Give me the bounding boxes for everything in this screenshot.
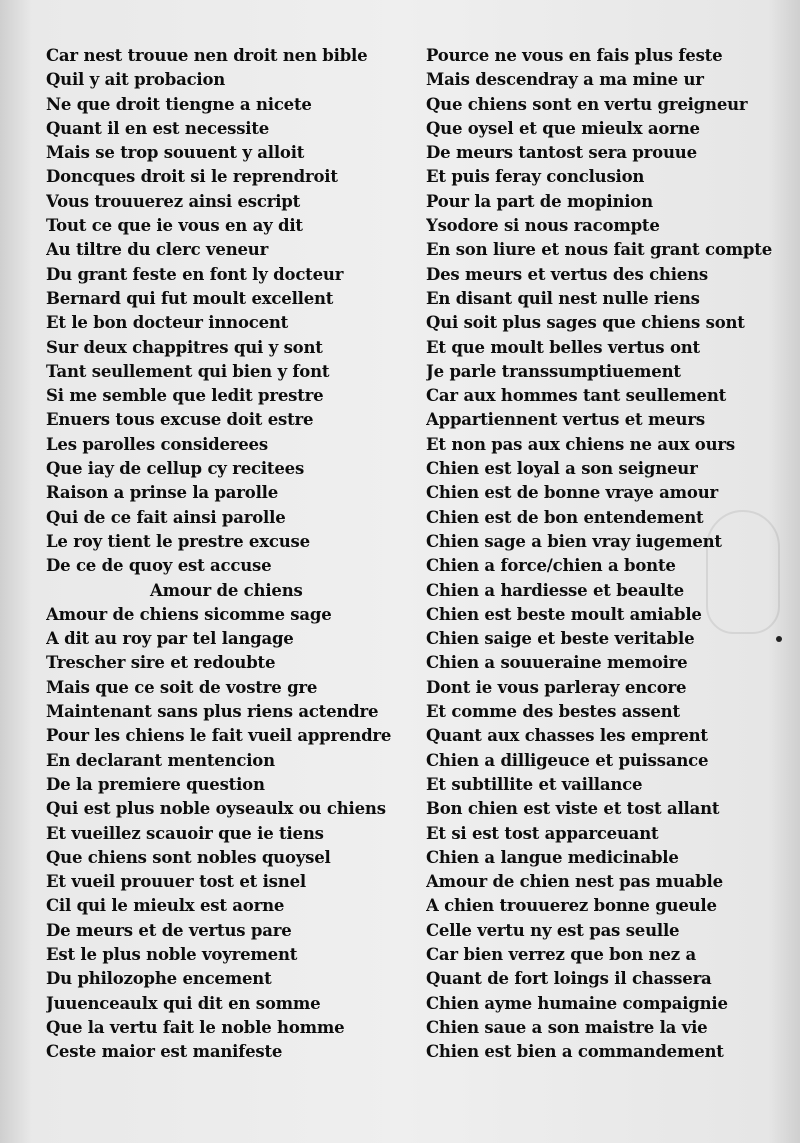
section-verse-line: Cil qui le mieulx est aorne xyxy=(46,896,285,916)
left-verse-line: Au tiltre du clerc veneur xyxy=(46,240,269,260)
section-verse-line: Maintenant sans plus riens actendre xyxy=(46,702,379,722)
right-verse-line: Chien a force/chien a bonte xyxy=(426,556,676,576)
left-verse-line: Raison a prinse la parolle xyxy=(46,483,279,503)
right-verse-line: Qui soit plus sages que chiens sont xyxy=(426,313,745,333)
right-verse-line: Chien est loyal a son seigneur xyxy=(426,459,698,479)
section-verse-line: Juuenceaulx qui dit en somme xyxy=(46,993,321,1013)
right-verse-line: Pour la part de mopinion xyxy=(426,191,653,211)
left-verse-line: De ce de quoy est accuse xyxy=(46,556,272,576)
section-verse-line: Qui est plus noble oyseaulx ou chiens xyxy=(46,799,386,819)
left-verse-line: Doncques droit si le reprendroit xyxy=(46,167,338,187)
right-verse-line: Que oysel et que mieulx aorne xyxy=(426,118,700,138)
right-verse-line: En son liure et nous fait grant compte xyxy=(426,240,772,260)
section-verse-line: Et vueillez scauoir que ie tiens xyxy=(46,823,324,843)
right-verse-line: Chien a langue medicinable xyxy=(426,847,679,867)
right-verse-line: Chien sage a bien vray iugement xyxy=(426,531,722,551)
right-verse-line: Celle vertu ny est pas seulle xyxy=(426,920,680,940)
right-verse-line: A chien trouuerez bonne gueule xyxy=(426,896,717,916)
left-verse-line: Si me semble que ledit prestre xyxy=(46,386,324,406)
section-verse-line: A dit au roy par tel langage xyxy=(46,629,294,649)
left-verse-line: Que iay de cellup cy recitees xyxy=(46,459,305,479)
right-verse-line: Quant de fort loings il chassera xyxy=(426,969,712,989)
section-verse-line: Du philozophe encement xyxy=(46,969,272,989)
left-verse-line: Tant seullement qui bien y font xyxy=(46,361,330,381)
right-verse-line: Appartiennent vertus et meurs xyxy=(426,410,705,430)
section-verse-line: Que chiens sont nobles quoysel xyxy=(46,847,331,867)
right-verse-line: Chien est de bonne vraye amour xyxy=(426,483,718,503)
right-verse-line: Et si est tost apparceuant xyxy=(426,823,659,843)
left-verse-line: Mais se trop souuent y alloit xyxy=(46,143,305,163)
section-verse-line: Ceste maior est manifeste xyxy=(46,1042,283,1062)
left-verse-line: Quil y ait probacion xyxy=(46,70,226,90)
left-verse-line: Car nest trouue nen droit nen bible xyxy=(46,46,368,65)
right-verse-line: De meurs tantost sera prouue xyxy=(426,143,697,163)
ink-dot xyxy=(776,636,782,642)
left-verse-line: Ne que droit tiengne a nicete xyxy=(46,94,312,114)
right-verse-line: Chien a souueraine memoire xyxy=(426,653,688,673)
right-verse-line: Chien est beste moult amiable xyxy=(426,604,702,624)
right-verse-line: Et puis feray conclusion xyxy=(426,167,645,187)
right-verse-line: Que chiens sont en vertu greigneur xyxy=(426,94,748,114)
section-verse-line: Amour de chiens sicomme sage xyxy=(46,604,332,624)
right-verse-line: Et que moult belles vertus ont xyxy=(426,337,700,357)
right-verse-line: Et comme des bestes assent xyxy=(426,702,680,722)
left-verse-line: Qui de ce fait ainsi parolle xyxy=(46,507,286,527)
right-verse-line: Chien saige et beste veritable xyxy=(426,629,695,649)
right-verse-line: Bon chien est viste et tost allant xyxy=(426,799,720,819)
left-verse-line: Vous trouuerez ainsi escript xyxy=(46,191,301,211)
right-verse-line: Ysodore si nous racompte xyxy=(426,216,660,236)
left-verse-line: Tout ce que ie vous en ay dit xyxy=(46,216,303,236)
left-verse-line: Du grant feste en font ly docteur xyxy=(46,264,344,284)
section-verse-line: Mais que ce soit de vostre gre xyxy=(46,677,318,697)
right-verse-line: En disant quil nest nulle riens xyxy=(426,288,700,308)
left-verse-line: Et le bon docteur innocent xyxy=(46,313,289,333)
section-verse-line: De la premiere question xyxy=(46,774,265,794)
right-verse-line: Chien est de bon entendement xyxy=(426,507,704,527)
left-verse-line: Enuers tous excuse doit estre xyxy=(46,410,314,430)
section-verse-line: De meurs et de vertus pare xyxy=(46,920,292,940)
section-verse-line: Trescher sire et redoubte xyxy=(46,653,276,673)
section-verse-line: En declarant mentencion xyxy=(46,750,275,770)
section-heading: Amour de chiens xyxy=(150,580,303,600)
left-verse-line: Bernard qui fut moult excellent xyxy=(46,288,334,308)
right-verse-line: Chien a hardiesse et beaulte xyxy=(426,580,684,600)
right-verse-line: Pource ne vous en fais plus feste xyxy=(426,46,723,65)
left-column xyxy=(46,44,391,1064)
left-verse-line: Le roy tient le prestre excuse xyxy=(46,531,310,551)
section-verse-line: Et vueil prouuer tost et isnel xyxy=(46,872,306,892)
right-verse-line: Dont ie vous parleray encore xyxy=(426,677,687,697)
right-verse-line: Je parle transsumptiuement xyxy=(426,361,681,381)
section-verse-line: Pour les chiens le fait vueil apprendre xyxy=(46,726,391,746)
right-verse-line: Mais descendray a ma mine ur xyxy=(426,70,704,90)
section-verse-line: Est le plus noble voyrement xyxy=(46,944,298,964)
right-verse-line: Car aux hommes tant seullement xyxy=(426,386,727,406)
right-verse-line: Quant aux chasses les emprent xyxy=(426,726,708,746)
right-verse-line: Chien est bien a commandement xyxy=(426,1042,724,1062)
left-verse-line: Quant il en est necessite xyxy=(46,118,270,138)
left-verse-line: Les parolles considerees xyxy=(46,434,268,454)
section-verse-line: Que la vertu fait le noble homme xyxy=(46,1017,345,1037)
right-verse-line: Chien a dilligeuce et puissance xyxy=(426,750,709,770)
right-verse-line: Car bien verrez que bon nez a xyxy=(426,944,696,964)
right-column xyxy=(426,44,776,1064)
right-verse-line: Chien saue a son maistre la vie xyxy=(426,1017,708,1037)
left-verse-line: Sur deux chappitres qui y sont xyxy=(46,337,323,357)
right-verse-line: Chien ayme humaine compaignie xyxy=(426,993,728,1013)
right-verse-line: Et subtillite et vaillance xyxy=(426,774,643,794)
right-verse-line: Amour de chien nest pas muable xyxy=(426,872,723,892)
right-verse-line: Et non pas aux chiens ne aux ours xyxy=(426,434,735,454)
right-verse-line: Des meurs et vertus des chiens xyxy=(426,264,708,284)
